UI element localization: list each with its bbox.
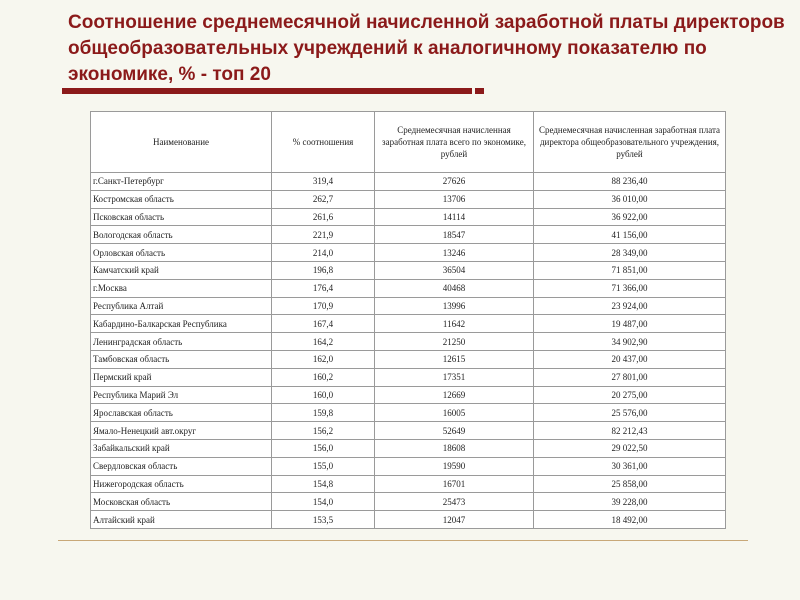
director-salary-cell: 18 492,00 bbox=[534, 511, 726, 529]
percent-cell: 167,4 bbox=[272, 315, 375, 333]
economy-salary-cell: 12669 bbox=[375, 386, 534, 404]
director-salary-cell: 39 228,00 bbox=[534, 493, 726, 511]
region-name-cell: Республика Марий Эл bbox=[91, 386, 272, 404]
header-director-salary: Среднемесячная начисленная заработная плата директора общеобразовательного учреждения, рублей bbox=[534, 112, 726, 173]
region-name-cell: Московская область bbox=[91, 493, 272, 511]
table-row bbox=[91, 173, 726, 191]
percent-cell: 155,0 bbox=[272, 457, 375, 475]
director-salary-cell: 29 022,50 bbox=[534, 439, 726, 457]
table-row bbox=[91, 386, 726, 404]
percent-cell: 162,0 bbox=[272, 350, 375, 368]
percent-cell: 160,0 bbox=[272, 386, 375, 404]
economy-salary-cell: 25473 bbox=[375, 493, 534, 511]
percent-cell: 196,8 bbox=[272, 261, 375, 279]
table-header-row bbox=[91, 112, 726, 173]
region-name-cell: Ямало-Ненецкий авт.округ bbox=[91, 422, 272, 440]
table-row bbox=[91, 208, 726, 226]
table-row bbox=[91, 475, 726, 493]
table-row bbox=[91, 457, 726, 475]
table-row bbox=[91, 226, 726, 244]
director-salary-cell: 28 349,00 bbox=[534, 244, 726, 262]
economy-salary-cell: 11642 bbox=[375, 315, 534, 333]
region-name-cell: Ярославская область bbox=[91, 404, 272, 422]
economy-salary-cell: 13706 bbox=[375, 190, 534, 208]
region-name-cell: Псковская область bbox=[91, 208, 272, 226]
percent-cell: 176,4 bbox=[272, 279, 375, 297]
region-name-cell: Вологодская область bbox=[91, 226, 272, 244]
table-row bbox=[91, 422, 726, 440]
region-name-cell: Кабардино-Балкарская Республика bbox=[91, 315, 272, 333]
economy-salary-cell: 12047 bbox=[375, 511, 534, 529]
table-row bbox=[91, 493, 726, 511]
economy-salary-cell: 40468 bbox=[375, 279, 534, 297]
title-underline bbox=[62, 88, 472, 94]
percent-cell: 262,7 bbox=[272, 190, 375, 208]
table-row bbox=[91, 190, 726, 208]
region-name-cell: г.Санкт-Петербург bbox=[91, 173, 272, 191]
table-row bbox=[91, 297, 726, 315]
region-name-cell: Ленинградская область bbox=[91, 333, 272, 351]
region-name-cell: Нижегородская область bbox=[91, 475, 272, 493]
economy-salary-cell: 27626 bbox=[375, 173, 534, 191]
economy-salary-cell: 16005 bbox=[375, 404, 534, 422]
table-row bbox=[91, 439, 726, 457]
director-salary-cell: 71 366,00 bbox=[534, 279, 726, 297]
percent-cell: 154,8 bbox=[272, 475, 375, 493]
table-row bbox=[91, 404, 726, 422]
economy-salary-cell: 16701 bbox=[375, 475, 534, 493]
director-salary-cell: 25 858,00 bbox=[534, 475, 726, 493]
table-row bbox=[91, 315, 726, 333]
percent-cell: 156,2 bbox=[272, 422, 375, 440]
table-row bbox=[91, 350, 726, 368]
director-salary-cell: 23 924,00 bbox=[534, 297, 726, 315]
table-row bbox=[91, 511, 726, 529]
director-salary-cell: 30 361,00 bbox=[534, 457, 726, 475]
economy-salary-cell: 13996 bbox=[375, 297, 534, 315]
header-name: Наименование bbox=[91, 112, 272, 173]
region-name-cell: Костромская область bbox=[91, 190, 272, 208]
director-salary-cell: 71 851,00 bbox=[534, 261, 726, 279]
director-salary-cell: 36 922,00 bbox=[534, 208, 726, 226]
table-row bbox=[91, 333, 726, 351]
director-salary-cell: 19 487,00 bbox=[534, 315, 726, 333]
salary-ratio-table bbox=[90, 111, 726, 529]
economy-salary-cell: 13246 bbox=[375, 244, 534, 262]
economy-salary-cell: 21250 bbox=[375, 333, 534, 351]
percent-cell: 154,0 bbox=[272, 493, 375, 511]
economy-salary-cell: 19590 bbox=[375, 457, 534, 475]
director-salary-cell: 41 156,00 bbox=[534, 226, 726, 244]
economy-salary-cell: 14114 bbox=[375, 208, 534, 226]
director-salary-cell: 20 275,00 bbox=[534, 386, 726, 404]
director-salary-cell: 82 212,43 bbox=[534, 422, 726, 440]
economy-salary-cell: 52649 bbox=[375, 422, 534, 440]
region-name-cell: г.Москва bbox=[91, 279, 272, 297]
economy-salary-cell: 36504 bbox=[375, 261, 534, 279]
director-salary-cell: 27 801,00 bbox=[534, 368, 726, 386]
percent-cell: 160,2 bbox=[272, 368, 375, 386]
percent-cell: 164,2 bbox=[272, 333, 375, 351]
director-salary-cell: 25 576,00 bbox=[534, 404, 726, 422]
percent-cell: 153,5 bbox=[272, 511, 375, 529]
percent-cell: 221,9 bbox=[272, 226, 375, 244]
region-name-cell: Орловская область bbox=[91, 244, 272, 262]
bottom-divider bbox=[58, 540, 748, 541]
director-salary-cell: 20 437,00 bbox=[534, 350, 726, 368]
percent-cell: 170,9 bbox=[272, 297, 375, 315]
director-salary-cell: 34 902,90 bbox=[534, 333, 726, 351]
region-name-cell: Тамбовская область bbox=[91, 350, 272, 368]
economy-salary-cell: 18547 bbox=[375, 226, 534, 244]
table-row bbox=[91, 244, 726, 262]
percent-cell: 319,4 bbox=[272, 173, 375, 191]
region-name-cell: Забайкальский край bbox=[91, 439, 272, 457]
table-body bbox=[91, 173, 726, 529]
table-row bbox=[91, 279, 726, 297]
region-name-cell: Свердловская область bbox=[91, 457, 272, 475]
table-row bbox=[91, 261, 726, 279]
economy-salary-cell: 18608 bbox=[375, 439, 534, 457]
percent-cell: 159,8 bbox=[272, 404, 375, 422]
region-name-cell: Алтайский край bbox=[91, 511, 272, 529]
percent-cell: 214,0 bbox=[272, 244, 375, 262]
page-title: Соотношение среднемесячной начисленной заработной платы директоров общеобразовательных учреждений к аналогичному показателю по экономике, % - топ 20 bbox=[68, 12, 785, 85]
region-name-cell: Пермский край bbox=[91, 368, 272, 386]
header-percent: % соотношения bbox=[272, 112, 375, 173]
header-economy-salary: Среднемесячная начисленная заработная плата всего по экономике, рублей bbox=[375, 112, 534, 173]
director-salary-cell: 36 010,00 bbox=[534, 190, 726, 208]
economy-salary-cell: 12615 bbox=[375, 350, 534, 368]
economy-salary-cell: 17351 bbox=[375, 368, 534, 386]
director-salary-cell: 88 236,40 bbox=[534, 173, 726, 191]
region-name-cell: Республика Алтай bbox=[91, 297, 272, 315]
region-name-cell: Камчатский край bbox=[91, 261, 272, 279]
table-row bbox=[91, 368, 726, 386]
title-underline-accent bbox=[475, 88, 484, 94]
percent-cell: 156,0 bbox=[272, 439, 375, 457]
percent-cell: 261,6 bbox=[272, 208, 375, 226]
